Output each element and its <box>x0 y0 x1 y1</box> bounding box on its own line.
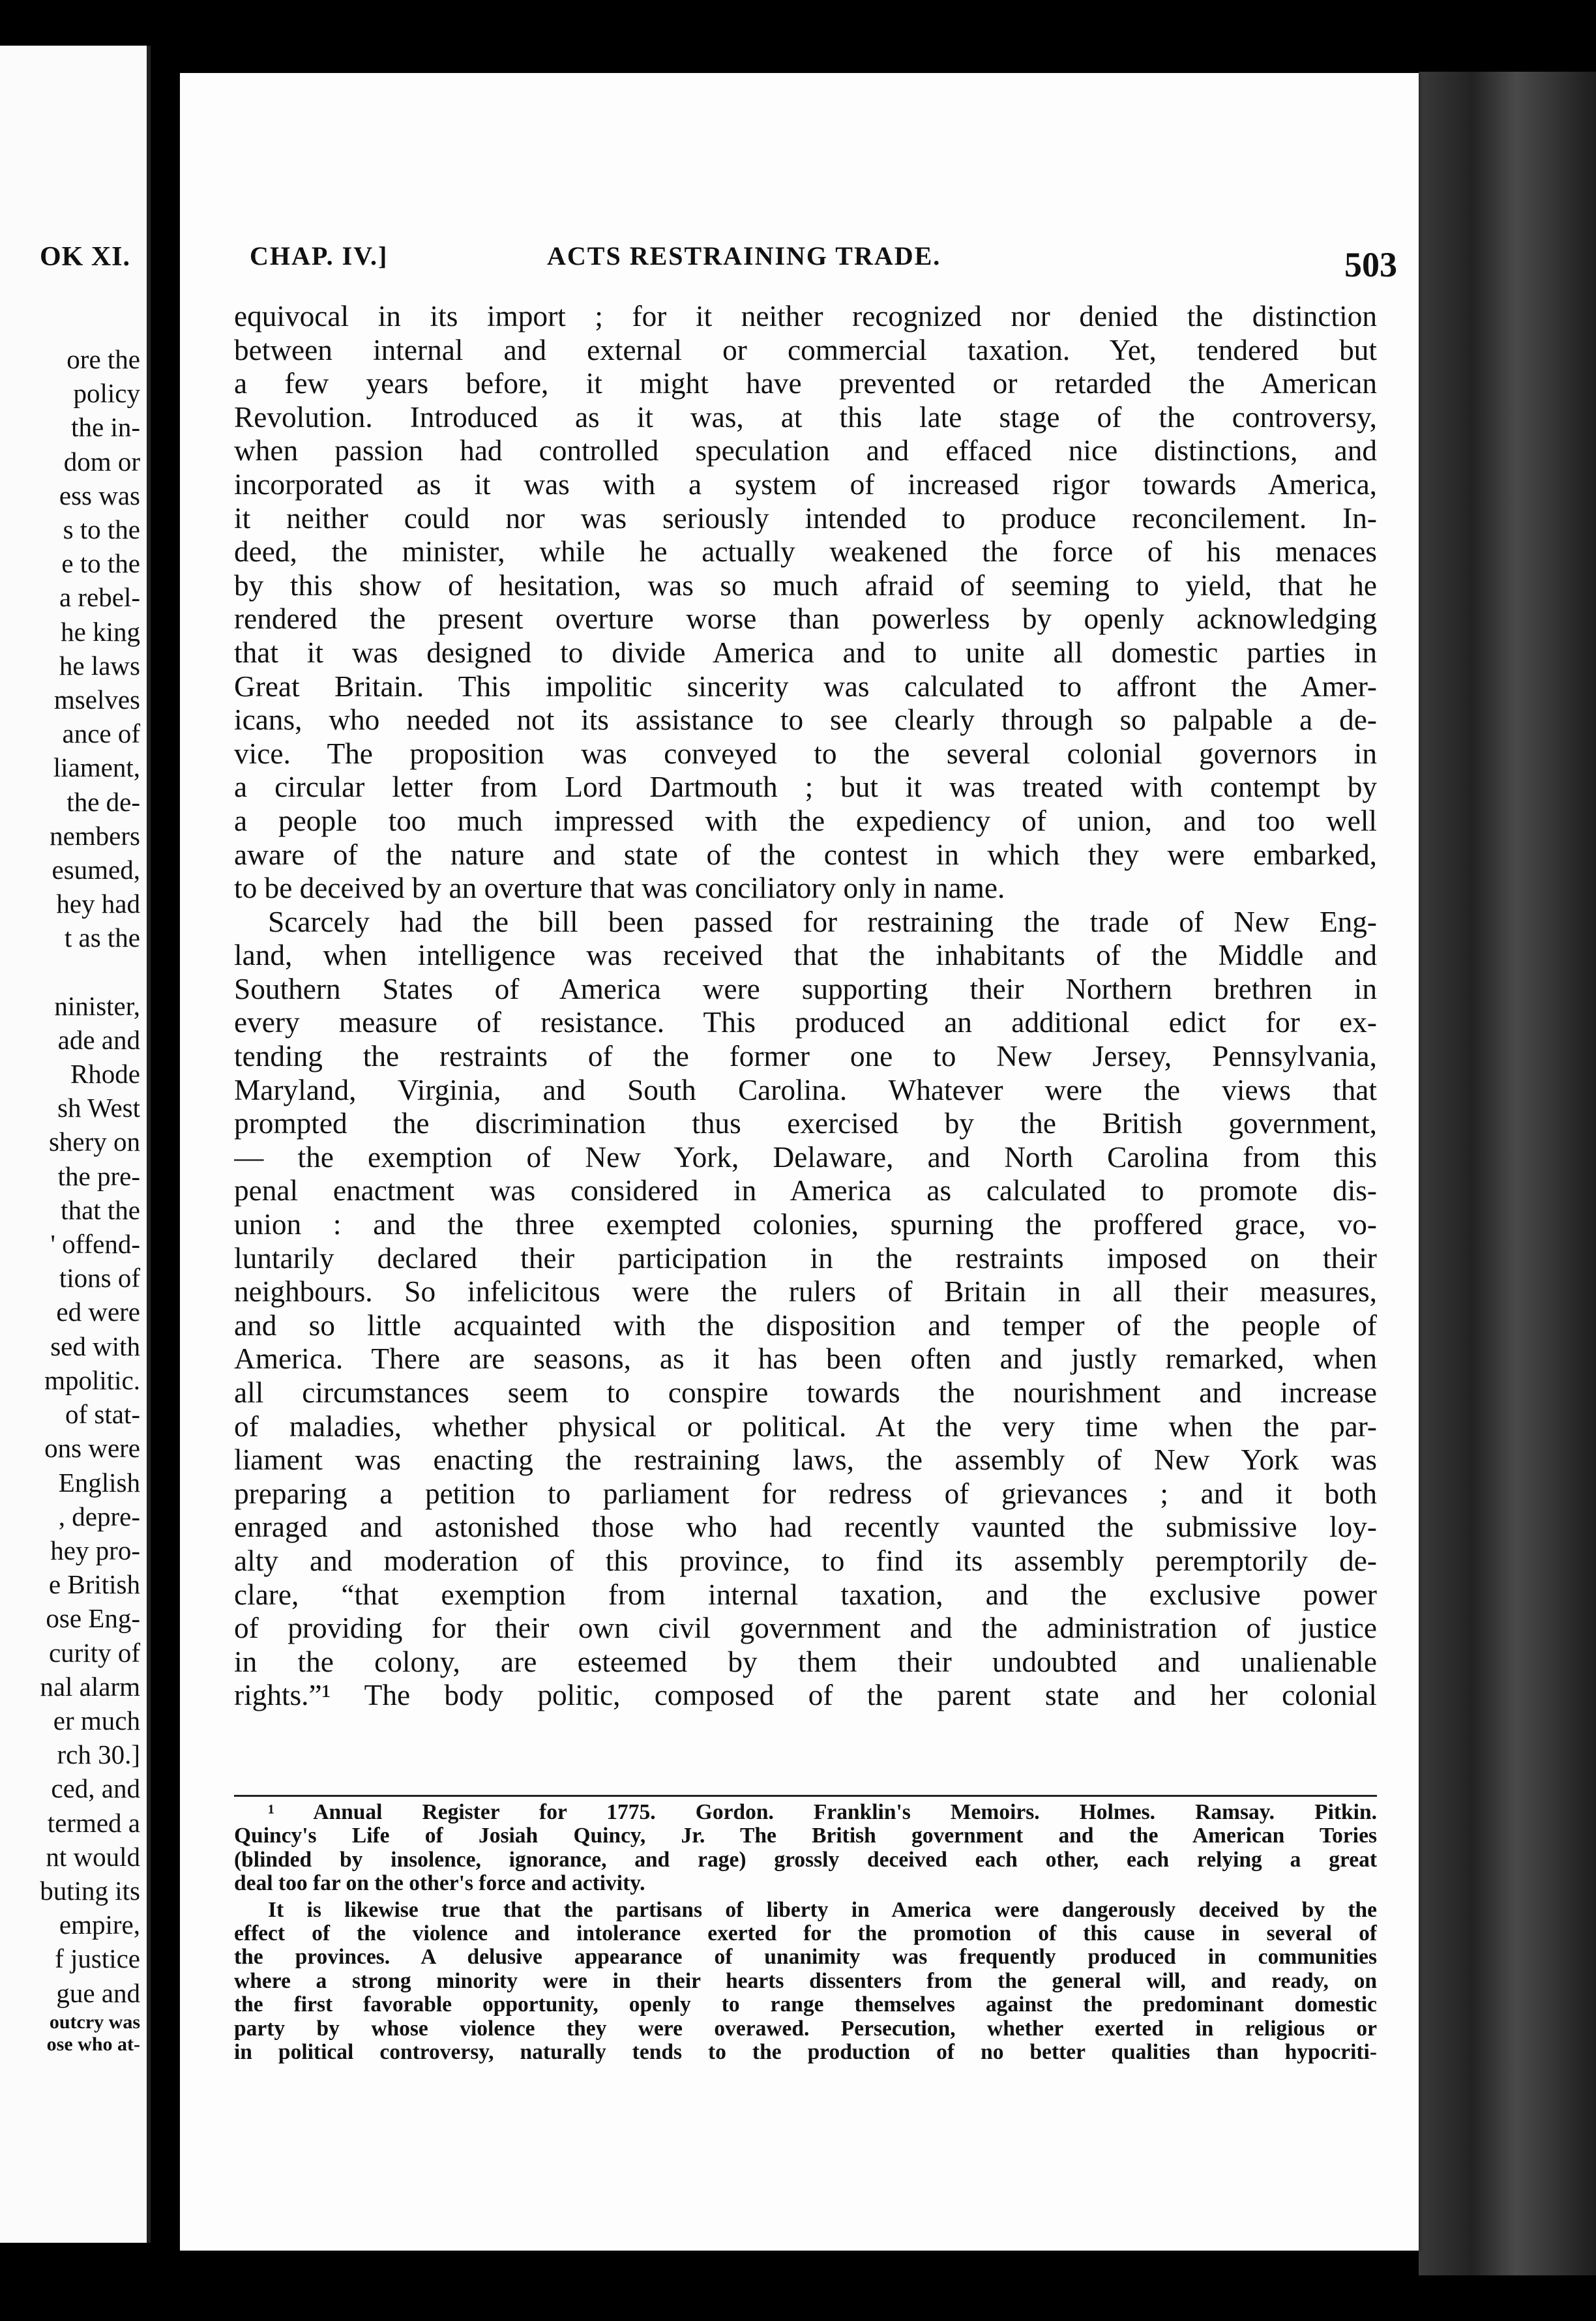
previous-page-line: liament, <box>53 752 140 783</box>
previous-page-line: er much <box>53 1705 140 1736</box>
footnote-line: It is likewise true that the partisans of liberty in America were dangerously deceived by the <box>268 1898 1377 1922</box>
body-line: that it was designed to divide America and to unite all domestic parties in <box>234 636 1377 669</box>
footnote-line: effect of the violence and intolerance exerted for the promotion of this cause in several of <box>234 1921 1377 1945</box>
body-line: prompted the discrimination thus exercised by the British government, <box>234 1107 1377 1140</box>
body-line: Revolution. Introduced as it was, at this late stage of the controversy, <box>234 400 1377 434</box>
previous-page-line: ' offend- <box>50 1229 140 1260</box>
previous-page-line: ed were <box>56 1297 140 1327</box>
previous-page-line: Rhode <box>70 1059 140 1089</box>
body-line: enraged and astonished those who had recently vaunted the submissive loy- <box>234 1511 1377 1544</box>
body-line: of providing for their own civil government and the administration of justice <box>234 1612 1377 1645</box>
previous-page-line: the de- <box>66 786 140 817</box>
body-line: America. There are seasons, as it has been often and justly remarked, when <box>234 1342 1377 1376</box>
chapter-label: CHAP. IV.] <box>250 241 389 271</box>
body-line: and so little acquainted with the disposition and temper of the people of <box>234 1308 1377 1342</box>
body-line: rights.”¹ The body politic, composed of the parent state and her colonial <box>234 1679 1377 1712</box>
previous-page-line: e to the <box>61 548 140 579</box>
previous-page-line: esumed, <box>52 855 140 885</box>
previous-page-line: mselves <box>53 685 140 715</box>
previous-page-footnotes <box>0 2011 140 2056</box>
footnote-line: in political controversy, naturally tends to the production of no better qualities than hypocriti- <box>234 2040 1377 2064</box>
previous-page-line: ninister, <box>54 990 140 1021</box>
previous-page-line: hey pro- <box>50 1535 140 1565</box>
body-text <box>234 300 1377 1713</box>
previous-page-line: mpolitic. <box>44 1365 140 1395</box>
previous-page-line: hey had <box>56 889 140 919</box>
body-line: in the colony, are esteemed by them their undoubted and unalienable <box>234 1645 1377 1678</box>
body-line: when passion had controlled speculation and effaced nice distinctions, and <box>234 434 1377 467</box>
previous-page-line: ess was <box>59 480 140 510</box>
previous-page-footnote-line: ose who at- <box>46 2033 140 2055</box>
previous-page-line: dom or <box>63 446 140 477</box>
body-line: a circular letter from Lord Dartmouth ; but it was treated with contempt by <box>234 771 1377 804</box>
body-line: neighbours. So infelicitous were the rulers of Britain in all their measures, <box>234 1275 1377 1308</box>
footnote-line: where a strong minority were in their hearts dissenters from the general will, and ready, on <box>234 1969 1377 1993</box>
footnote-line: deal too far on the other's force and activity. <box>234 1872 645 1896</box>
previous-page-line: rch 30.] <box>57 1739 140 1770</box>
running-title: ACTS RESTRAINING TRADE. <box>547 241 941 271</box>
previous-page-line: he king <box>61 616 140 647</box>
previous-page-line: English <box>58 1467 140 1498</box>
body-line: by this show of hesitation, was so much afraid of seeming to yield, that he <box>234 569 1377 602</box>
previous-page-header: OK XI. <box>39 242 130 272</box>
footnote-line: (blinded by insolence, ignorance, and rage) grossly deceived each other, each relying a great <box>234 1848 1377 1872</box>
body-line: deed, the minister, while he actually weakened the force of his menaces <box>234 535 1377 569</box>
previous-page-line: ose Eng- <box>46 1603 140 1634</box>
previous-page-line: ance of <box>62 718 140 749</box>
previous-page-line: the in- <box>71 412 140 443</box>
running-header <box>250 241 1397 284</box>
footnote-line: the provinces. A delusive appearance of unanimity was frequently produced in communities <box>234 1945 1377 1970</box>
body-line: tending the restraints of the former one to New Jersey, Pennsylvania, <box>234 1040 1377 1073</box>
body-line: Maryland, Virginia, and South Carolina. Whatever were the views that <box>234 1073 1377 1106</box>
previous-page-line: tions of <box>59 1263 140 1294</box>
previous-page-line: nal alarm <box>40 1671 140 1702</box>
body-line: clare, “that exemption from internal taxation, and the exclusive power <box>234 1578 1377 1611</box>
previous-page-line: ade and <box>57 1024 140 1055</box>
previous-page-line: policy <box>73 378 140 409</box>
footnotes <box>234 1801 1377 2064</box>
previous-page-line: shery on <box>48 1127 140 1157</box>
body-line: icans, who needed not its assistance to see clearly through so palpable a de- <box>234 703 1377 737</box>
previous-page-line: f justice <box>55 1944 140 1974</box>
previous-page-line: t as the <box>64 923 140 953</box>
previous-page-line: ons were <box>44 1433 140 1464</box>
body-line: aware of the nature and state of the contest in which they were embarked, <box>234 838 1377 871</box>
page-number: 503 <box>1344 245 1397 284</box>
previous-page-line: ore the <box>66 344 140 374</box>
previous-page-line <box>0 955 140 989</box>
previous-page-strip <box>0 46 151 2243</box>
previous-page-line: a rebel- <box>59 582 140 613</box>
body-line: Scarcely had the bill been passed for restraining the trade of New Eng- <box>268 905 1377 938</box>
footnote-line: party by whose violence they were overawed. Persecution, whether exerted in religious or <box>234 2017 1377 2041</box>
previous-page-line: termed a <box>47 1807 140 1838</box>
previous-page-line: sed with <box>50 1331 140 1361</box>
previous-page-line: sh West <box>57 1093 140 1123</box>
previous-page-line: he laws <box>59 650 140 681</box>
body-line: it neither could nor was seriously intended to produce reconcilement. In- <box>234 501 1377 535</box>
previous-page-line: , depre- <box>58 1501 140 1531</box>
body-line: a people too much impressed with the expediency of union, and too well <box>234 804 1377 837</box>
footnote-line: Quincy's Life of Josiah Quincy, Jr. The British government and the American Tories <box>234 1824 1377 1848</box>
previous-page-line: curity of <box>48 1637 140 1668</box>
previous-page-text <box>0 342 140 2010</box>
previous-page-line: gue and <box>56 1977 140 2008</box>
body-line: all circumstances seem to conspire towards the nourishment and increase <box>234 1376 1377 1409</box>
previous-page-line: of stat- <box>65 1399 140 1430</box>
footnote-line: ¹ Annual Register for 1775. Gordon. Franklin's Memoirs. Holmes. Ramsay. Pitkin. <box>268 1801 1377 1824</box>
footnote-line: the first favorable opportunity, openly to range themselves against the predominant domestic <box>234 1993 1377 2017</box>
body-line: vice. The proposition was conveyed to the several colonial governors in <box>234 737 1377 770</box>
body-line: preparing a petition to parliament for redress of grievances ; and it both <box>234 1477 1377 1510</box>
body-line: rendered the present overture worse than powerless by openly acknowledging <box>234 602 1377 636</box>
previous-page-line: nembers <box>50 820 140 851</box>
previous-page-line: nt would <box>46 1841 140 1872</box>
previous-page-line: that the <box>61 1194 140 1225</box>
body-line: liament was enacting the restraining laws, the assembly of New York was <box>234 1443 1377 1477</box>
body-line: between internal and external or commercial taxation. Yet, tendered but <box>234 333 1377 366</box>
body-line: alty and moderation of this province, to find its assembly peremptorily de- <box>234 1544 1377 1577</box>
body-line: a few years before, it might have prevented or retarded the American <box>234 367 1377 400</box>
body-line: penal enactment was considered in America as calculated to promote dis- <box>234 1174 1377 1207</box>
body-line: every measure of resistance. This produced an additional edict for ex- <box>234 1006 1377 1039</box>
previous-page-line: s to the <box>63 514 140 545</box>
footnote-rule <box>234 1795 1377 1797</box>
body-line: to be deceived by an overture that was conciliatory only in name. <box>234 872 1005 905</box>
previous-page-line: the pre- <box>57 1160 140 1191</box>
body-line: incorporated as it was with a system of increased rigor towards America, <box>234 467 1377 501</box>
body-line: Southern States of America were supporting their Northern brethren in <box>234 972 1377 1005</box>
body-line: equivocal in its import ; for it neither recognized nor denied the distinction <box>234 300 1377 333</box>
previous-page-line: e British <box>48 1569 140 1600</box>
book-page-edges <box>1419 72 1596 2275</box>
previous-page-footnote-line: outcry was <box>49 2011 140 2033</box>
previous-page-line: ced, and <box>51 1773 140 1804</box>
body-line: union : and the three exempted colonies, spurning the proffered grace, vo- <box>234 1208 1377 1241</box>
body-line: Great Britain. This impolitic sincerity was calculated to affront the Amer- <box>234 670 1377 703</box>
body-line: of maladies, whether physical or political. At the very time when the par- <box>234 1410 1377 1443</box>
book-page <box>180 73 1419 2251</box>
body-line: land, when intelligence was received that the inhabitants of the Middle and <box>234 939 1377 972</box>
previous-page-line: buting its <box>40 1875 140 1906</box>
previous-page-line: empire, <box>59 1910 140 1940</box>
body-line: — the exemption of New York, Delaware, and North Carolina from this <box>234 1140 1377 1174</box>
body-line: luntarily declared their participation in the restraints imposed on their <box>234 1241 1377 1275</box>
